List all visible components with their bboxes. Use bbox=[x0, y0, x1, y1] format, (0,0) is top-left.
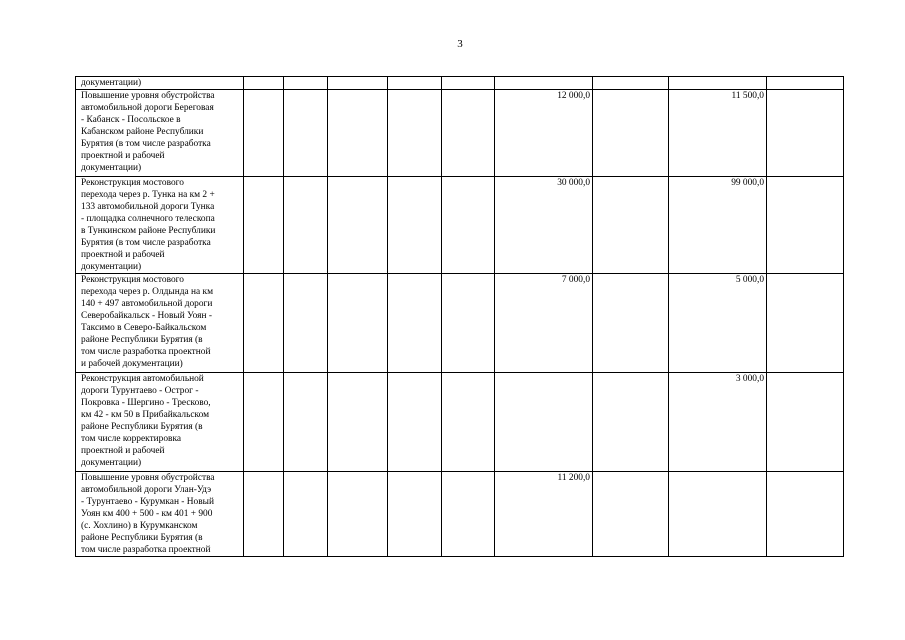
row-name-cell: Реконструкция мостового перехода через р. Олдында на км 140 + 497 автомобильной дороги Северобайкальск - Новый Уоян - Таксимо в Северо-Байкальском районе Республики Бурятия (в том числе разработка проектной и рабочей документации) bbox=[76, 274, 244, 373]
table-row bbox=[76, 472, 844, 557]
value-cell bbox=[593, 90, 669, 177]
value-cell bbox=[669, 472, 767, 557]
value-cell: 99 000,0 bbox=[669, 177, 767, 274]
value-cell bbox=[284, 373, 328, 472]
value-cell: 7 000,0 bbox=[495, 274, 593, 373]
value-cell bbox=[284, 177, 328, 274]
value-cell bbox=[767, 177, 844, 274]
value-cell bbox=[442, 177, 495, 274]
table-row bbox=[76, 90, 844, 177]
value-cell bbox=[244, 77, 284, 90]
value-cell bbox=[495, 77, 593, 90]
row-name-cell: Реконструкция мостового перехода через р. Тунка на км 2 + 133 автомобильной дороги Тунка - площадка солнечного телескопа в Тункинском районе Республики Бурятия (в том числе разработка проектной и рабочей документации) bbox=[76, 177, 244, 274]
value-cell bbox=[442, 274, 495, 373]
value-cell bbox=[244, 177, 284, 274]
value-cell bbox=[388, 373, 442, 472]
row-name-cell: Повышение уровня обустройства автомобильной дороги Улан-Удэ - Турунтаево - Курумкан - Новый Уоян км 400 + 500 - км 401 + 900 (с. Хохлино) в Курумканском районе Республики Бурятия (в том числе разработка проектной bbox=[76, 472, 244, 557]
value-cell bbox=[284, 77, 328, 90]
value-cell bbox=[442, 373, 495, 472]
value-cell bbox=[284, 472, 328, 557]
budget-table bbox=[75, 76, 844, 557]
value-cell bbox=[669, 77, 767, 90]
value-cell bbox=[388, 177, 442, 274]
value-cell bbox=[442, 472, 495, 557]
value-cell bbox=[767, 373, 844, 472]
value-cell bbox=[593, 177, 669, 274]
value-cell bbox=[593, 373, 669, 472]
value-cell bbox=[593, 77, 669, 90]
value-cell bbox=[328, 177, 388, 274]
value-cell: 11 500,0 bbox=[669, 90, 767, 177]
value-cell bbox=[328, 274, 388, 373]
value-cell bbox=[767, 274, 844, 373]
row-name-cell: документации) bbox=[76, 77, 244, 90]
value-cell bbox=[388, 472, 442, 557]
value-cell bbox=[388, 90, 442, 177]
value-cell: 3 000,0 bbox=[669, 373, 767, 472]
value-cell: 12 000,0 bbox=[495, 90, 593, 177]
value-cell bbox=[328, 472, 388, 557]
table-row bbox=[76, 373, 844, 472]
value-cell bbox=[284, 90, 328, 177]
value-cell bbox=[388, 274, 442, 373]
value-cell bbox=[328, 77, 388, 90]
table-row bbox=[76, 274, 844, 373]
page-number: 3 bbox=[457, 38, 463, 50]
row-name-cell: Реконструкция автомобильной дороги Турунтаево - Острог - Покровка - Шергино - Тресково, км 42 - км 50 в Прибайкальском районе Республики Бурятия (в том числе корректировка проектной и рабочей документации) bbox=[76, 373, 244, 472]
table-row bbox=[76, 77, 844, 90]
value-cell: 30 000,0 bbox=[495, 177, 593, 274]
value-cell bbox=[328, 373, 388, 472]
value-cell bbox=[442, 77, 495, 90]
value-cell bbox=[244, 472, 284, 557]
value-cell bbox=[244, 274, 284, 373]
value-cell: 11 200,0 bbox=[495, 472, 593, 557]
value-cell bbox=[495, 373, 593, 472]
value-cell bbox=[244, 90, 284, 177]
value-cell bbox=[244, 373, 284, 472]
table-row bbox=[76, 177, 844, 274]
value-cell bbox=[593, 472, 669, 557]
value-cell bbox=[284, 274, 328, 373]
value-cell: 5 000,0 bbox=[669, 274, 767, 373]
value-cell bbox=[593, 274, 669, 373]
value-cell bbox=[767, 77, 844, 90]
value-cell bbox=[767, 90, 844, 177]
value-cell bbox=[328, 90, 388, 177]
value-cell bbox=[767, 472, 844, 557]
value-cell bbox=[388, 77, 442, 90]
value-cell bbox=[442, 90, 495, 177]
row-name-cell: Повышение уровня обустройства автомобильной дороги Береговая - Кабанск - Посольское в Кабанском районе Республики Бурятия (в том числе разработка проектной и рабочей документации) bbox=[76, 90, 244, 177]
